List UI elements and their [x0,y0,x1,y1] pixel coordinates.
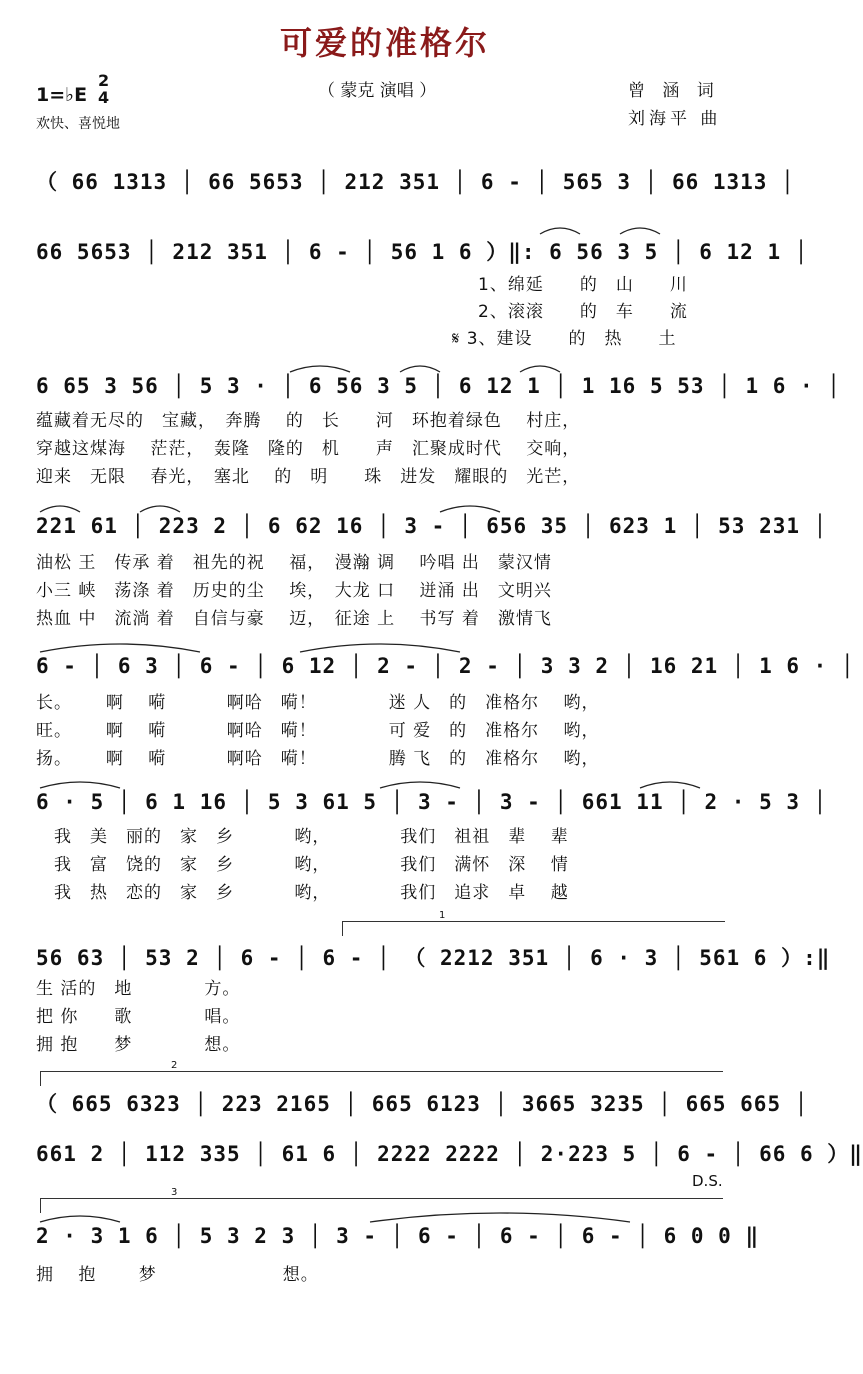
lyric-line: 把 你 歌 唱。 [36,1007,241,1027]
score-row-5: 6 - │ 6 3 │ 6 - │ 6 12 │ 2 - │ 2 - │ 3 3 2 │ 16 21 │ 1 6 · │ [36,654,855,678]
volta-number: 3 [171,1187,178,1198]
lyric-line: 长。 啊 嗬 啊哈 嗬！ 迷 人 的 准格尔 哟， [36,693,600,713]
time-bottom: 4 [98,88,110,107]
score-row-4: 221 61 │ 223 2 │ 6 62 16 │ 3 - │ 656 35 │ 623 1 │ 53 231 │ [36,514,828,538]
score-row-2: 66 5653 │ 212 351 │ 6 - │ 56 1 6 ）‖: 6 56 3 5 │ 6 12 1 │ [36,240,809,264]
lyric-line: 穿越这煤海 茫茫， 轰隆 隆的 机 声 汇聚成时代 交响， [36,439,581,459]
lyric-line: 拥 抱 梦 想。 [36,1035,241,1055]
lyric-line: 油松 王 传承 着 祖先的祝 福， 漫瀚 调 吟唱 出 蒙汉情 [36,553,552,573]
score-row-10: 2 · 3 1 6 │ 5 3 2 3 │ 3 - │ 6 - │ 6 - │ 6 - │ 6 0 0 ‖ [36,1224,760,1248]
composer: 刘海平 曲 [628,109,722,129]
lyric-line: 迎来 无限 春光， 塞北 的 明 珠 进发 耀眼的 光芒， [36,467,581,487]
score-row-7: 56 63 │ 53 2 │ 6 - │ 6 - │ （ 2212 351 │ 6 · 3 │ 561 6 ）:‖ [36,946,831,970]
slur-arc [370,1213,630,1222]
tempo-marking: 欢快、喜悦地 [36,116,120,132]
slur-arc [440,506,500,512]
score-row-6: 6 · 5 │ 6 1 16 │ 5 3 61 5 │ 3 - │ 3 - │ 661 11 │ 2 · 5 3 │ [36,790,828,814]
performer: （ 蒙克 演唱 ） [318,81,437,101]
slur-arc [540,228,580,234]
slur-arc [290,366,350,372]
lyric-line: 我 美 丽的 家 乡 哟， 我们 祖祖 辈 辈 [36,827,569,847]
key-signature: 1=♭E [36,84,88,106]
lyric-line: 旺。 啊 嗬 啊哈 嗬！ 可 爱 的 准格尔 哟， [36,721,600,741]
lyric-line: 生 活的 地 方。 [36,979,241,999]
lyric-line: 2、滚滚 的 车 流 [478,302,688,322]
lyric-line: 热血 中 流淌 着 自信与豪 迈， 征途 上 书写 着 激情飞 [36,609,552,629]
lyric-line: 小三 峡 荡涤 着 历史的尘 埃， 大龙 口 迸涌 出 文明兴 [36,581,552,601]
lyric-line: 𝄋 3、建设 的 热 土 [452,329,677,349]
lyric-line: 我 热 恋的 家 乡 哟， 我们 追求 卓 越 [36,883,569,903]
slur-arc [620,228,660,234]
slur-arc [520,366,560,372]
slur-arc [300,644,460,652]
score-row-9: 661 2 │ 112 335 │ 61 6 │ 2222 2222 │ 2·223 5 │ 6 - │ 66 6 ）‖ [36,1142,863,1166]
time-top: 2 [98,71,110,90]
volta-number: 2 [171,1060,178,1071]
slur-arc [40,506,80,512]
slur-arc [640,782,700,788]
score-row-1: （ 66 1313 │ 66 5653 │ 212 351 │ 6 - │ 565 3 │ 66 1313 │ [36,170,795,194]
page-title: 可爱的准格尔 [279,24,490,62]
dal-segno: D.S. [692,1172,723,1190]
slur-arc [380,782,460,788]
score-row-8: （ 665 6323 │ 223 2165 │ 665 6123 │ 3665 3235 │ 665 665 │ [36,1092,809,1116]
lyricist: 曾 涵 词 [628,81,720,101]
volta-number: 1 [439,910,446,921]
lyric-line: 我 富 饶的 家 乡 哟， 我们 满怀 深 情 [36,855,569,875]
slur-arc [140,506,180,512]
slur-arc [400,366,440,372]
lyric-line: 蕴藏着无尽的 宝藏， 奔腾 的 长 河 环抱着绿色 村庄， [36,411,581,431]
slur-arc [40,1216,120,1222]
lyric-line: 拥 抱 梦 想。 [36,1265,319,1285]
score-row-3: 6 65 3 56 │ 5 3 · │ 6 56 3 5 │ 6 12 1 │ 1 16 5 53 │ 1 6 · │ [36,374,841,398]
slur-arc [40,644,200,652]
lyric-line: 1、绵延 的 山 川 [478,275,688,295]
slur-arc [40,782,120,788]
lyric-line: 扬。 啊 嗬 啊哈 嗬！ 腾 飞 的 准格尔 哟， [36,749,600,769]
